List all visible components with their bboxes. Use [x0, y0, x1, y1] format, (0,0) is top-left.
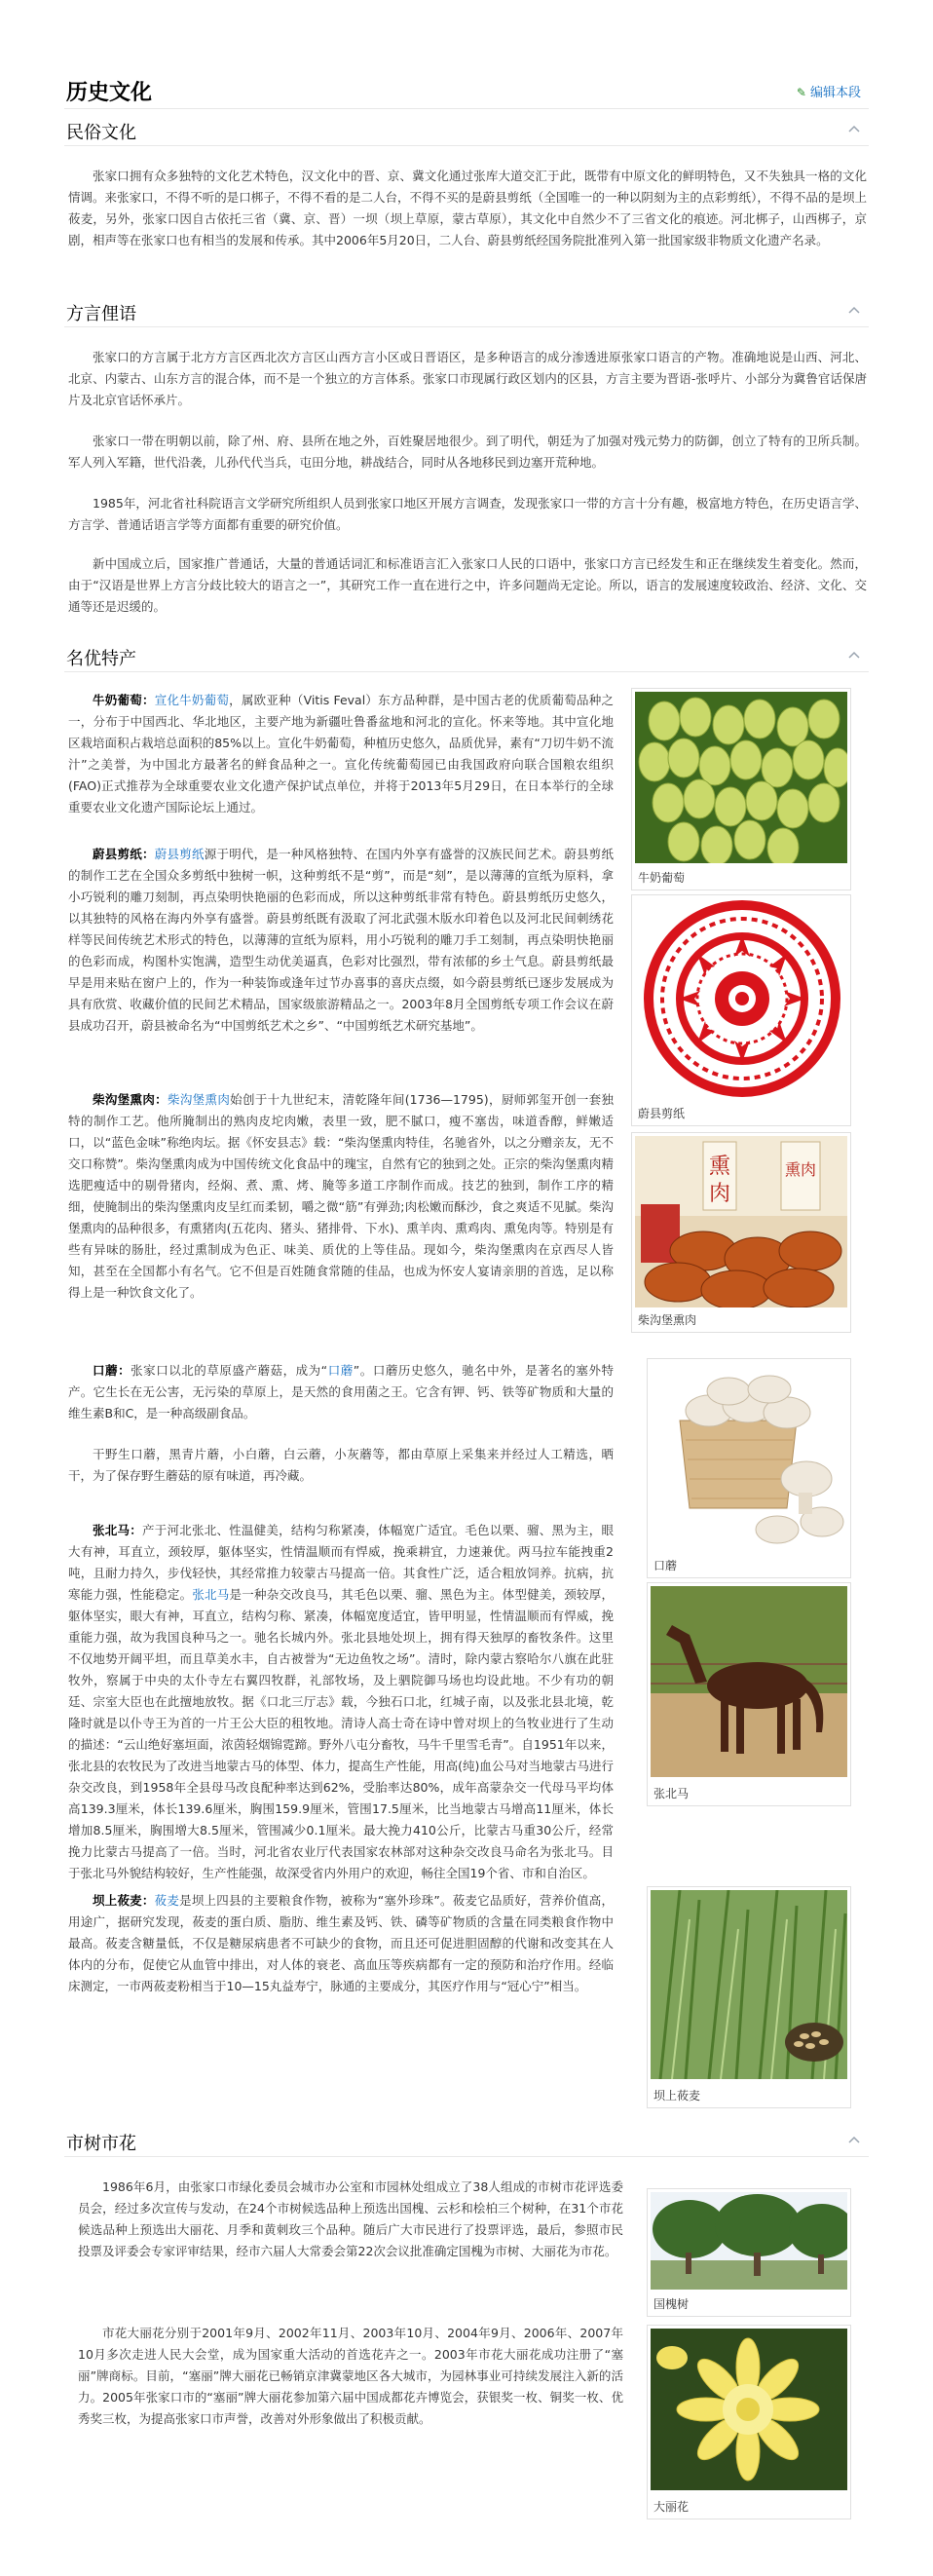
oats-paragraph: [68, 1890, 614, 1997]
edit-label: 编辑本段: [809, 86, 861, 100]
meat-caption: 柴沟堡熏肉: [638, 1313, 697, 1327]
section-header-dialect: [64, 298, 869, 327]
meat-image: [635, 1136, 847, 1307]
dialect-paragraph-3: 1985年，河北省社科院语言文学研究所组织人员到张家口地区开展方言调查，发现张家口一带的方言十分有趣，极富地方特色，在历史语言学、方言学、普通话语言学等方面都有重要的研究价值。: [68, 496, 867, 532]
horse-text: 产于河北张北、性温健美，结构匀称紧凑，体幅宽广适宜。毛色以栗、骝、黑为主，眼大有神，耳直立，颈较厚，躯体坚实，性情温顺而有悍威，挽乘耕宜，力速兼优。两马拉车能拽重2吨，且耐力持久，步伐轻快，其经常推力较蒙古马提高一倍。其食性广泛，适合粗放饲养。抗病，抗寒能力强，性能稳定。: [68, 1523, 614, 1602]
grape-caption: 牛奶葡萄: [638, 871, 686, 885]
page-title-row: [64, 70, 869, 109]
horse-figure[interactable]: [647, 1582, 851, 1806]
dialect-paragraph-1: 张家口的方言属于北方方言区西北次方言区山西方言小区或日晋语区，是多种语言的成分渗透进原张家口语言的产物。准确地说是山西、河北、北京、内蒙古、山东方言的混合体，而不是一个独立的方言体系。张家口市现属行政区划内的区县，方言主要为晋语-张呼片、小部分为冀鲁官话保唐片及北京官话怀承片。: [68, 350, 867, 407]
horse-term: 张北马：: [93, 1523, 142, 1537]
papercut-term: 蔚县剪纸：: [93, 847, 155, 861]
mushroom-paragraph: [68, 1360, 614, 1424]
dialect-paragraph-4: 新中国成立后，国家推广普通话，大量的普通话词汇和标准语言汇入张家口人民的口语中，张家口方言已经发生和正在继续发生着变化。然而，由于“汉语是世界上方言分歧比较大的语言之一”，其研究工作一直在进行之中，许多问题尚无定论。所以，语言的发展速度较政治、经济、文化、交通等还是迟缓的。: [68, 556, 867, 614]
section-header-products: [64, 643, 869, 672]
grape-link[interactable]: 宣化牛奶葡萄: [154, 693, 230, 707]
section-title-dialect: 方言俚语: [66, 304, 136, 324]
meat-term: 柴沟堡熏肉：: [93, 1092, 168, 1107]
papercut-caption: 蔚县剪纸: [638, 1107, 686, 1120]
tree-image: [651, 2192, 847, 2290]
meat-text: 始创于十九世纪末，清乾隆年间(1736—1795)，厨师郭玺开创一套独特的制作工艺。他所腌制出的熟肉皮坨肉嫩，表里一致，肥不腻口，瘦不塞齿，味道香醇，鲜嫩适口，以“蓝色金味”称绝肉坛。据《怀安县志》载：“柴沟堡熏肉特佳，名驰省外，以之分赠亲友，无不交口称赞”。柴沟堡熏肉成为中国传统文化食品中的瑰宝，自然有它的独到之处。正宗的柴沟堡熏肉精选肥瘦适中的剔骨猪肉，经焖、煮、熏、烤、腌等多道工序制作而成。技艺的独到，制作工序的精细，使腌制出的柴沟堡熏肉皮呈红而柔韧，嚼之微“筋”有弹劲;肉松嫩而酥沙，食之爽适不见腻。柴沟堡熏肉的品种很多，有熏猪肉(五花肉、猪头、猪排骨、下水)、熏羊肉、熏鸡肉、熏兔肉等。特别是有些有异味的肠肚，经过熏制成为色正、味美、质优的上等佳品。现如今，柴沟堡熏肉在京西尽人皆知，甚至在全国都小有名气。它不但是百姓随食常随的佳品，也成为怀安人宴请亲朋的首选，足以称得上是一种饮食文化了。: [68, 1092, 614, 1300]
horse-text-2: 是一种杂交改良马，其毛色以栗、骝、黑色为主。体型健美，颈较厚，躯体坚实，眼大有神，耳直立，结构匀称、紧凑，体幅宽度适宜，皆甲明显，性情温顺而有悍威，挽重能力强，故为我国良种马之一。驰名长城内外。张北县地处坝上，拥有得天独厚的畜牧条件。这里不仅地势开阔平坦，而且草美水丰，自古被誉为“无边鱼牧之场”。清时，除内蒙古察哈尔八旗在此驻牧外，察属于中央的太仆寺左右翼四牧群，礼部牧场，及上驷院御马场也均设此地。不少有功的朝廷、宗室大臣也在此擅地放牧。据《口北三厅志》载，今独石口北，红城子南，以及张北县北境，乾隆时就是以仆寺王为首的一片王公大臣的租牧地。清诗人高士奇在诗中曾对坝上的刍牧业进行了生动的描述：“云山绝好塞垣面，浓茵轻烟锦霓蹄。野外八屯分畜牧，马牛千里雪毛青”。自1951年以来，张北县的农牧民为了改进当地蒙古马的体型、体力，提高生产性能，用高(纯)血公马对当地蒙古马进行杂交改良，到1958年全县母马改良配种率达到62%，受胎率达80%，成年高蒙杂交一代母马平均体高139.3厘米，体长139.6厘米，胸围159.9厘米，管围17.5厘米，比当地蒙古马增高11厘米，体长增加8.5厘米，胸围增大8.5厘米，管围减少0.1厘米。最大挽力410公斤，比蒙古马重30公斤，经常挽力比蒙古马提高了一倍。当时，河北省农业厅代表国家农林部对这种杂交改良马命名为张北马。目于张北马外貌结构较好，生产性能强，故深受省内外用户的欢迎，畅往全国19个省、市和自治区。: [68, 1587, 614, 1880]
grape-image: [635, 692, 847, 863]
oats-caption: 坝上莜麦: [653, 2089, 701, 2102]
city-paragraph-1: 1986年6月，由张家口市绿化委员会城市办公室和市园林处组成立了38人组成的市树市花评选委员会，经过多次宣传与发动，在24个市树候选品种上预选出国槐、云杉和桧柏三个树种，在31个市花候选品种上预选出大丽花、月季和黄刺玫三个品种。随后广大市民进行了投票评选，最后，参照市民投票及评委会专家评审结果，经市六届人大常委会第22次会议批准确定国槐为市树、大丽花为市花。: [78, 2179, 623, 2258]
collapse-chevron-icon[interactable]: [847, 649, 861, 663]
tree-caption: 国槐树: [653, 2297, 690, 2311]
edit-section-link[interactable]: [797, 82, 861, 100]
flower-image: [651, 2329, 847, 2490]
mushroom-text-before: 张家口以北的草原盛产蘑菇，成为“: [131, 1363, 328, 1378]
oats-figure[interactable]: [647, 1886, 851, 2108]
papercut-paragraph: [68, 844, 614, 1037]
section-title-products: 名优特产: [66, 649, 136, 669]
flower-caption: 大丽花: [653, 2500, 690, 2514]
collapse-chevron-icon[interactable]: [847, 123, 861, 136]
mushroom-term: 口蘑：: [93, 1363, 131, 1378]
page-title: 历史文化: [66, 81, 153, 105]
section-title-folk: 民俗文化: [66, 123, 136, 143]
horse-caption: 张北马: [653, 1787, 690, 1800]
folk-paragraph: 张家口拥有众多独特的文化艺术特色，汉文化中的晋、京、冀文化通过张库大道交汇于此，既带有中原文化的鲜明特色，又不失独具一格的文化情调。来张家口，不得不听的是口梆子，不得不看的是二人台，不得不买的是蔚县剪纸（全国唯一的一种以阴刻为主的点彩剪纸），不得不品的是坝上莜麦，另外，张家口因自古依托三省（冀、京、晋）一坝（坝上草原，蒙古草原），其文化中自然少不了三省文化的痕迹。河北梆子，山西梆子，京剧，相声等在张家口也有相当的发展和传承。其中2006年5月20日，二人台、蔚县剪纸经国务院批准列入第一批国家级非物质文化遗产名录。: [68, 169, 867, 247]
mushroom-link[interactable]: 口蘑: [327, 1363, 354, 1378]
mushroom-paragraph-2: 干野生口蘑，黑青片蘑，小白蘑，白云蘑，小灰蘑等，都由草原上采集来并经过人工精选，晒干，为了保存野生蘑菇的原有味道，再冷藏。: [68, 1447, 614, 1483]
horse-paragraph: [68, 1520, 614, 1884]
mushroom-figure[interactable]: [647, 1358, 851, 1578]
grape-term: 牛奶葡萄：: [93, 693, 155, 707]
mushroom-caption: 口蘑: [653, 1559, 678, 1572]
meat-paragraph: [68, 1089, 614, 1304]
grape-paragraph: [68, 690, 614, 818]
meat-figure[interactable]: [631, 1132, 851, 1333]
papercut-image: [635, 898, 847, 1099]
meat-sign-text: 熏肉: [784, 1160, 817, 1179]
mushroom-image: [651, 1362, 847, 1549]
meat-sign-char-2: 肉: [708, 1182, 731, 1206]
tree-figure[interactable]: [647, 2188, 851, 2317]
section-header-folk: [64, 117, 869, 146]
section-header-city: [64, 2128, 869, 2157]
horse-image: [651, 1586, 847, 1777]
dialect-paragraph-2: 张家口一带在明朝以前，除了州、府、县所在地之外，百姓聚居地很少。到了明代，朝廷为了加强对残元势力的防御，创立了特有的卫所兵制。军人列入军籍，世代沿袭，儿孙代代当兵，屯田分地，耕战结合，同时从各地移民到边塞开荒种地。: [68, 434, 867, 470]
city-paragraph-2: 市花大丽花分别于2001年9月、2002年11月、2003年10月、2004年9月、2006年、2007年10月多次走进人民大会堂，成为国家重大活动的首选花卉之一。2003年市花大丽花成功注册了“塞丽”牌商标。目前，“塞丽”牌大丽花已畅销京津冀蒙地区各大城市，为园林事业可持续发展注入新的活力。2005年张家口市的“塞丽”牌大丽花参加第六届中国成都花卉博览会，获银奖一枚、铜奖一枚、优秀奖三枚，为提高张家口市声誉，改善对外形象做出了积极贡献。: [78, 2326, 623, 2426]
papercut-figure[interactable]: [631, 894, 851, 1126]
grape-figure[interactable]: [631, 688, 851, 890]
mushroom-text-after: ”。口蘑历史悠久，驰名中外，是著名的塞外特产。它生长在无公害，无污染的草原上，是天然的食用菌之王。它含有钾、钙、铁等矿物质和大量的维生素B和C，是一种高级副食品。: [68, 1363, 614, 1421]
meat-link[interactable]: 柴沟堡熏肉: [168, 1092, 231, 1107]
oats-text: 是坝上四县的主要粮食作物，被称为“塞外珍珠”。莜麦它品质好，营养价值高，用途广，据研究发现，莜麦的蛋白质、脂肪、维生素及钙、铁、磷等矿物质的含量在同类粮食作物中最高。莜麦含糖量低，不仅是糖尿病患者不可缺少的食物，而且还可促进胆固醇的代谢和改变其在人体内的分布，促使它从血管中排出，对人体的衰老、高血压等疾病都有一定的预防和治疗作用。经临床测定，一市两莜麦粉相当于10—15丸益寿宁，脉通的主要成分，其医疗作用与“冠心宁”相当。: [68, 1893, 614, 1993]
meat-sign-char-1: 熏: [708, 1155, 731, 1179]
flower-figure[interactable]: [647, 2325, 851, 2519]
horse-link[interactable]: 张北马: [192, 1587, 230, 1602]
collapse-chevron-icon[interactable]: [847, 2134, 861, 2147]
pencil-icon: ✎: [796, 86, 806, 99]
papercut-text: 源于明代，是一种风格独特、在国内外享有盛誉的汉族民间艺术。蔚县剪纸的制作工艺在全国众多剪纸中独树一帜，这种剪纸不是“剪”，而是“刻”，是以薄薄的宣纸为原料，拿小巧锐利的雕刀刻制，再点染明快艳丽的色彩而成，所以这种剪纸非常有特色。蔚县剪纸历史悠久，以其独特的风格在海内外享有盛誉。蔚县剪纸既有汲取了河北武强木版水印着色以及河北民间刺绣花样等民间传统艺术形式的特色，以薄薄的宣纸为原料，用小巧锐利的雕刀手工刻制，再点染明快艳丽的色彩而成，构图朴实饱满，造型生动优美逼真，色彩对比强烈，带有浓郁的乡土气息。蔚县剪纸最早是用来贴在窗户上的，作为一种装饰或逢年过节办喜事的喜庆点缀，如今蔚县剪纸已逐步发展成为具有欣赏、收藏价值的民间艺术精品，国家级旅游精品之一。2003年8月全国剪纸专项工作会议在蔚县成功召开，蔚县被命名为“中国剪纸艺术之乡”、“中国剪纸艺术研究基地”。: [68, 847, 614, 1033]
oats-link[interactable]: 莜麦: [154, 1893, 180, 1908]
collapse-chevron-icon[interactable]: [847, 304, 861, 318]
oats-image: [651, 1890, 847, 2079]
grape-text: ，属欧亚种（Vitis Feval）东方品种群，是中国古老的优质葡萄品种之一，分布于中国西北、华北地区，主要产地为新疆吐鲁番盆地和河北的宣化。怀来等地。其中宣化地区栽培面积占栽培总面积的85%以上。宣化牛奶葡萄，种植历史悠久，品质优异，素有“刀切牛奶不流汁”之美誉，为中国北方最著名的鲜食品种之一。宣化传统葡萄园已由我国政府向联合国粮农组织(FAO)正式推荐为全球重要农业文化遗产保护试点单位，并将于2013年5月29日，在日本举行的全球重要农业文化遗产国际论坛上通过。: [68, 693, 614, 814]
section-title-city: 市树市花: [66, 2134, 136, 2154]
papercut-link[interactable]: 蔚县剪纸: [154, 847, 205, 861]
oats-term: 坝上莜麦：: [93, 1893, 155, 1908]
